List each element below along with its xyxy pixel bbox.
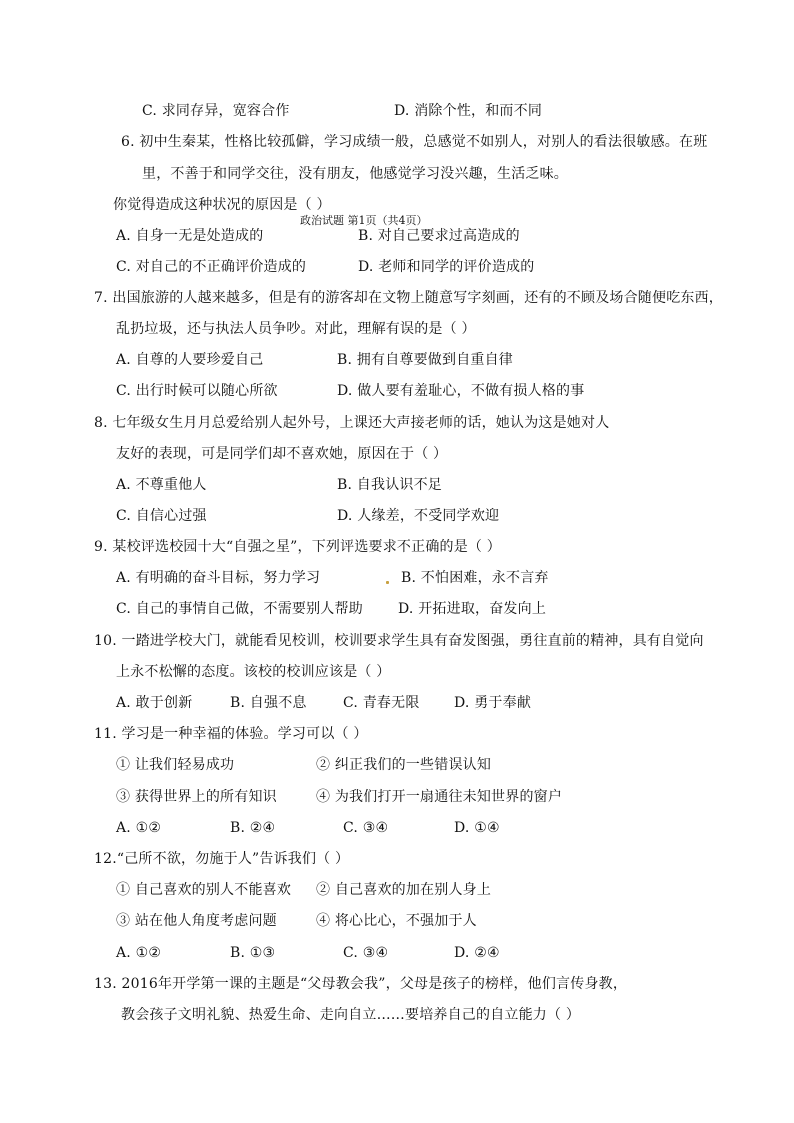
q8-option-b: B. 自我认识不足: [337, 477, 442, 493]
q9-option-b: B. 不怕困难，永不言弃: [401, 570, 549, 586]
q11-option-c: C. ③④: [343, 820, 389, 836]
q9-option-a: A. 有明确的奋斗目标，努力学习: [116, 570, 321, 586]
stray-dot-mark: [386, 581, 389, 584]
q12-item-3: ③ 站在他人角度考虑问题: [116, 913, 277, 929]
q11-option-a: A. ①②: [116, 820, 162, 836]
q12-stem-line1: 12.“己所不欲，勿施于人”告诉我们（ ）: [94, 851, 350, 867]
q7-option-d: D. 做人要有羞耻心，不做有损人格的事: [337, 383, 585, 399]
q8-option-c: C. 自信心过强: [116, 508, 207, 524]
q6-stem-line3: 你觉得造成这种状况的原因是（ ）: [113, 197, 331, 213]
q10-stem-line2: 上永不松懈的态度。该校的校训应该是（ ）: [116, 664, 391, 680]
q11-item-3: ③ 获得世界上的所有知识: [116, 789, 277, 805]
q9-option-d: D. 开拓进取，奋发向上: [398, 601, 547, 617]
q11-option-d: D. ①④: [454, 820, 500, 836]
q11-stem-line1: 11. 学习是一种幸福的体验。学习可以（ ）: [94, 726, 368, 742]
q12-option-c: C. ③④: [343, 945, 389, 961]
q12-option-d: D. ②④: [454, 945, 500, 961]
q12-option-b: B. ①③: [230, 945, 276, 961]
q7-stem-line1: 7. 出国旅游的人越来越多，但是有的游客却在文物上随意写字刻画，还有的不顾及场合随便吃东西，: [94, 290, 724, 306]
q11-item-4: ④ 为我们打开一扇通往未知世界的窗户: [316, 789, 563, 805]
q11-item-1: ① 让我们轻易成功: [116, 757, 235, 773]
q10-option-c: C. 青春无限: [343, 695, 420, 711]
q9-stem-line1: 9. 某校评选校园十大“自强之星”，下列评选要求不正确的是（ ）: [94, 539, 501, 555]
q7-option-c: C. 出行时候可以随心所欲: [116, 383, 278, 399]
q5-option-c: C. 求同存异，宽容合作: [142, 103, 290, 119]
q9-option-c: C. 自己的事情自己做，不需要别人帮助: [116, 601, 363, 617]
q6-option-c: C. 对自己的不正确评价造成的: [116, 259, 307, 275]
q8-stem-line1: 8. 七年级女生月月总爱给别人起外号，上课还大声接老师的话，她认为这是她对人: [94, 415, 610, 431]
q10-option-d: D. 勇于奉献: [454, 695, 532, 711]
q12-option-a: A. ①②: [116, 945, 162, 961]
q12-item-2: ② 自己喜欢的加在别人身上: [316, 882, 492, 898]
q12-item-4: ④ 将心比心，不强加于人: [316, 913, 477, 929]
q6-option-d: D. 老师和同学的评价造成的: [358, 259, 535, 275]
q12-item-1: ① 自己喜欢的别人不能喜欢: [116, 882, 292, 898]
q10-stem-line1: 10. 一踏进学校大门，就能看见校训，校训要求学生具有奋发图强，勇往直前的精神，具有自觉向: [94, 633, 704, 649]
q13-stem-line2: 教会孩子文明礼貌、热爱生命、走向自立……要培养自己的自立能力（ ）: [121, 1007, 581, 1023]
q13-stem-line1: 13. 2016年开学第一课的主题是“父母教会我”，父母是孩子的榜样，他们言传身教，: [94, 976, 628, 992]
q10-option-a: A. 敢于创新: [116, 695, 193, 711]
q11-item-2: ② 纠正我们的一些错误认知: [316, 757, 492, 773]
q10-option-b: B. 自强不息: [230, 695, 307, 711]
q8-stem-line2: 友好的表现，可是同学们却不喜欢她，原因在于（ ）: [116, 446, 448, 462]
q7-option-b: B. 拥有自尊要做到自重自律: [337, 352, 513, 368]
q7-stem-line2: 乱扔垃圾，还与执法人员争吵。对此，理解有误的是（ ）: [116, 321, 476, 337]
q8-option-a: A. 不尊重他人: [116, 477, 207, 493]
q11-option-b: B. ②④: [230, 820, 276, 836]
q6-option-b: B. 对自己要求过高造成的: [358, 228, 520, 244]
q6-stem-line2: 里，不善于和同学交往，没有朋友，他感觉学习没兴趣，生活乏味。: [142, 166, 568, 182]
q6-option-a: A. 自身一无是处造成的: [116, 228, 264, 244]
q5-option-d: D. 消除个性，和而不同: [394, 103, 543, 119]
q7-option-a: A. 自尊的人要珍爱自己: [116, 352, 264, 368]
page-footer-label: 政治试题 第1页（共4页）: [300, 214, 428, 227]
q8-option-d: D. 人缘差，不受同学欢迎: [337, 508, 500, 524]
q6-stem-line1: 6. 初中生秦某，性格比较孤僻，学习成绩一般，总感觉不如别人，对别人的看法很敏感。在班: [121, 134, 708, 150]
